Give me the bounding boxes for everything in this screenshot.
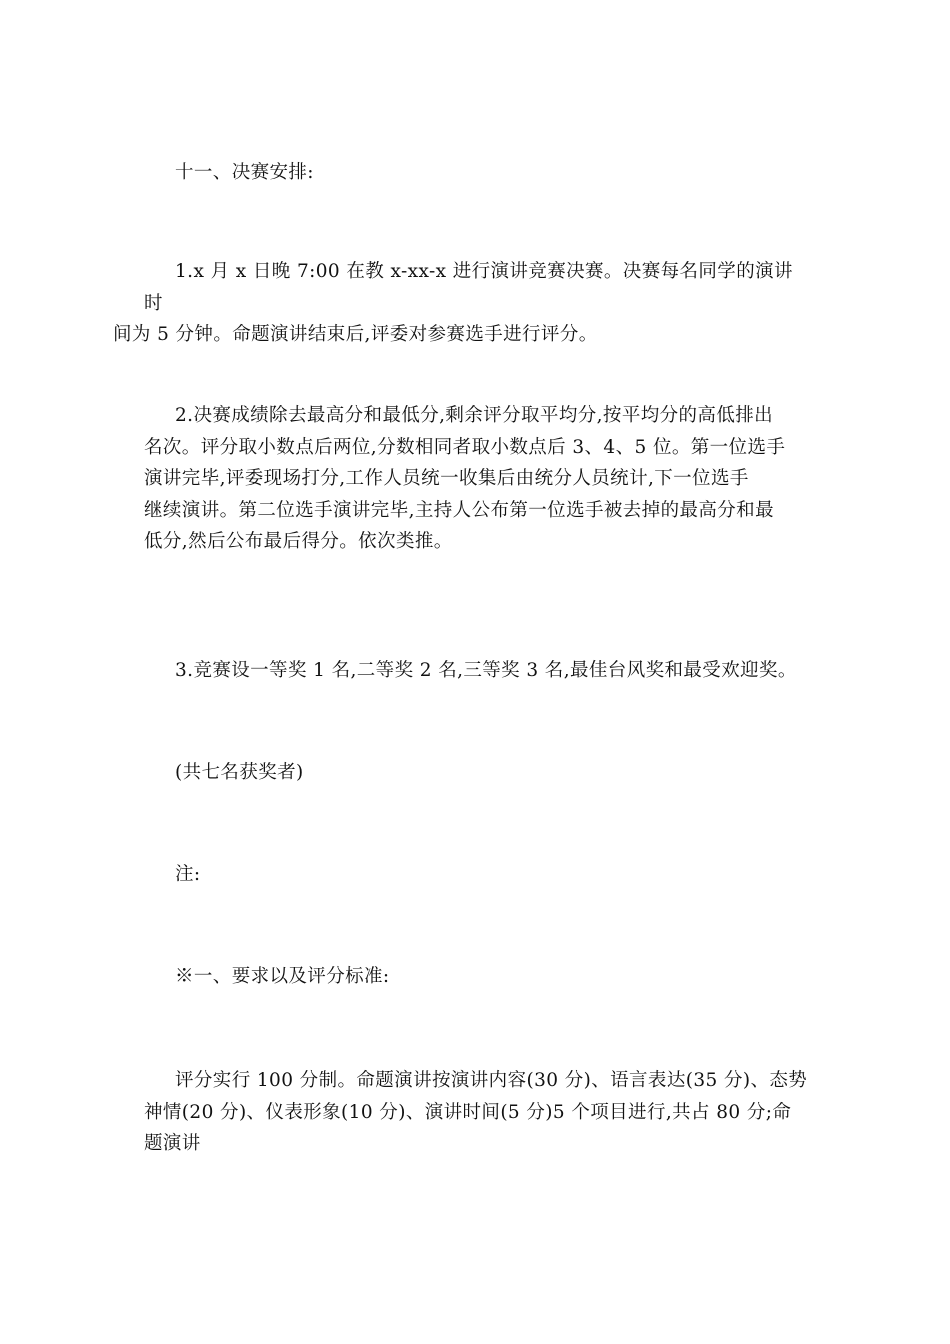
text-line: 神情(20 分)、仪表形象(10 分)、演讲时间(5 分)5 个项目进行,共占 80 分;命 [144, 1101, 792, 1123]
paragraph-item-3 [144, 655, 844, 687]
text-line: (共七名获奖者) [175, 762, 304, 783]
text-line: 2.决赛成绩除去最高分和最低分,剩余评分取平均分,按平均分的高低排出 [175, 405, 774, 426]
paragraph-item-1 [113, 256, 809, 351]
paragraph-winners-note [144, 757, 809, 789]
text-line: 低分,然后公布最后得分。依次类推。 [144, 531, 453, 552]
section-heading-final-arrangement [144, 157, 809, 189]
text-line: 评分实行 100 分制。命题演讲按演讲内容(30 分)、语言表达(35 分)、态势 [175, 1070, 808, 1091]
text-line: 题演讲 [144, 1133, 201, 1154]
paragraph-item-2 [144, 400, 809, 558]
text-line: 注: [175, 864, 201, 885]
text-line: 名次。评分取小数点后两位,分数相同者取小数点后 3、4、5 位。第一位选手 [144, 436, 786, 458]
text-line: 十一、决赛安排: [175, 162, 314, 183]
text-line: 1.x 月 x 日晚 7:00 在教 x-xx-x 进行演讲竞赛决赛。决赛每名同学的演讲时 [144, 261, 793, 314]
text-line: 演讲完毕,评委现场打分,工作人员统一收集后由统分人员统计,下一位选手 [144, 468, 749, 489]
paragraph-scoring [144, 1065, 809, 1160]
text-line: 间为 5 分钟。命题演讲结束后,评委对参赛选手进行评分。 [113, 324, 598, 345]
text-line: ※一、要求以及评分标准: [175, 966, 390, 987]
paragraph-note-label [144, 859, 809, 891]
text-line: 继续演讲。第二位选手演讲完毕,主持人公布第一位选手被去掉的最高分和最 [144, 499, 774, 521]
text-line: 3.竞赛设一等奖 1 名,二等奖 2 名,三等奖 3 名,最佳台风奖和最受欢迎奖。 [175, 660, 797, 681]
section-heading-requirements [144, 961, 809, 993]
